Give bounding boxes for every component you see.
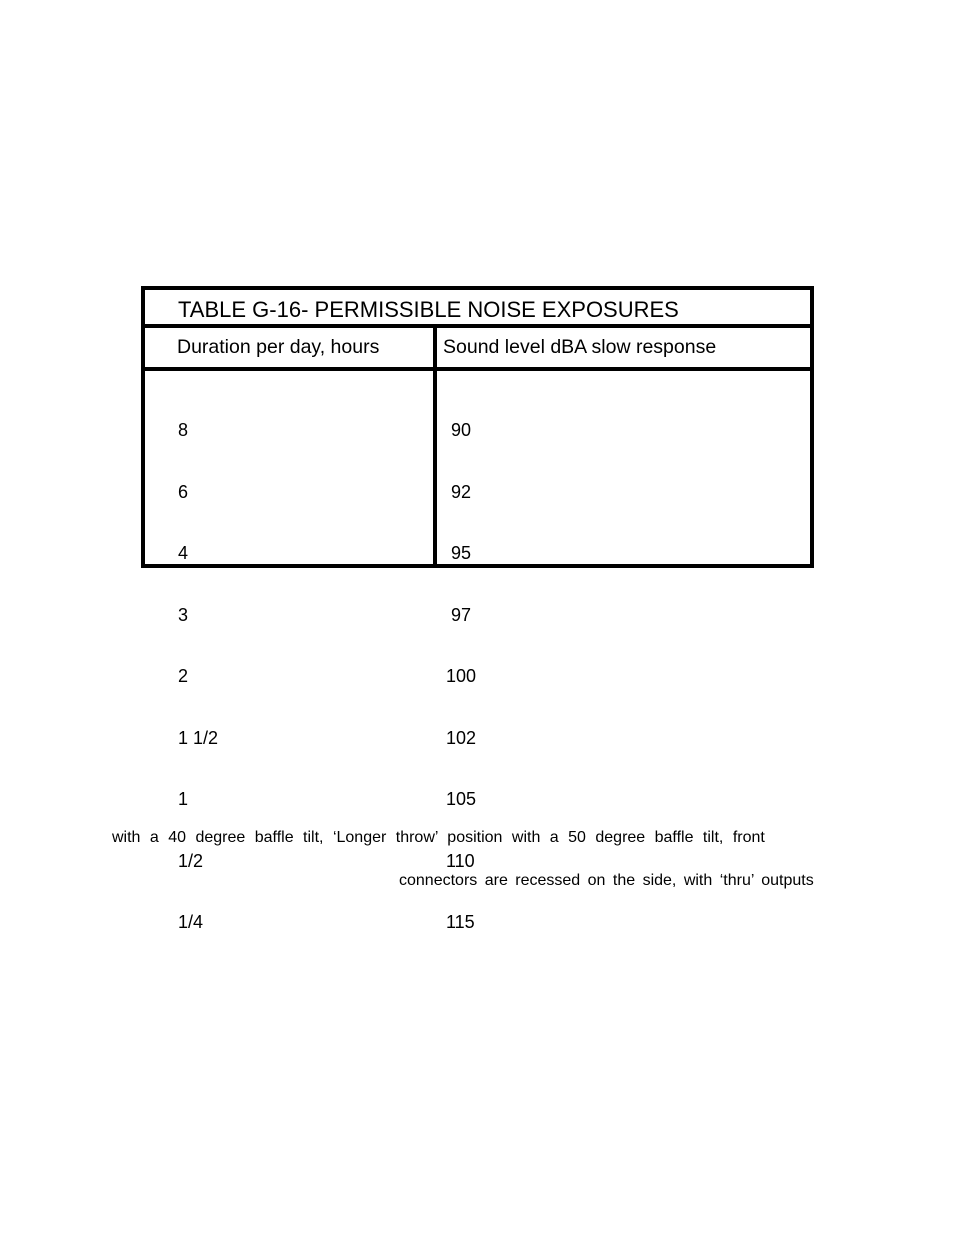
sound-level-cell: 97 <box>446 604 472 625</box>
duration-cell: 1 1/2 <box>178 727 219 748</box>
duration-cell: 4 <box>178 543 189 563</box>
sound-level-cell: 110 <box>446 850 475 871</box>
sound-level-cell: 90 <box>446 420 472 440</box>
table-title: TABLE G-16- PERMISSIBLE NOISE EXPOSURES <box>145 290 810 328</box>
duration-cell: 8 <box>178 420 189 440</box>
sound-level-cell: 115 <box>446 912 475 932</box>
duration-cell: 1 <box>178 789 189 809</box>
table-header-row <box>145 328 810 371</box>
duration-cell: 6 <box>178 481 189 502</box>
sound-level-column-header: Sound level dBA slow response <box>443 336 717 358</box>
column-divider <box>433 328 437 564</box>
body-text-line-2: connectors are recessed on the side, with ‘thru’ outputs <box>399 872 814 889</box>
body-text-line-1: with a 40 degree baffle tilt, ‘Longer throw’ position with a 50 degree baffle tilt, front <box>112 829 765 846</box>
duration-cell: 2 <box>178 666 189 686</box>
sound-level-cell: 95 <box>446 543 472 563</box>
sound-level-cell: 102 <box>446 727 477 748</box>
duration-column <box>178 379 218 974</box>
duration-cell: 1/2 <box>178 850 204 871</box>
sound-level-cell: 92 <box>446 481 472 502</box>
sound-level-cell: 100 <box>446 666 477 686</box>
duration-column-header: Duration per day, hours <box>177 336 380 358</box>
duration-cell: 3 <box>178 604 189 625</box>
sound-level-cell: 105 <box>446 789 477 809</box>
duration-cell: 1/4 <box>178 912 204 932</box>
